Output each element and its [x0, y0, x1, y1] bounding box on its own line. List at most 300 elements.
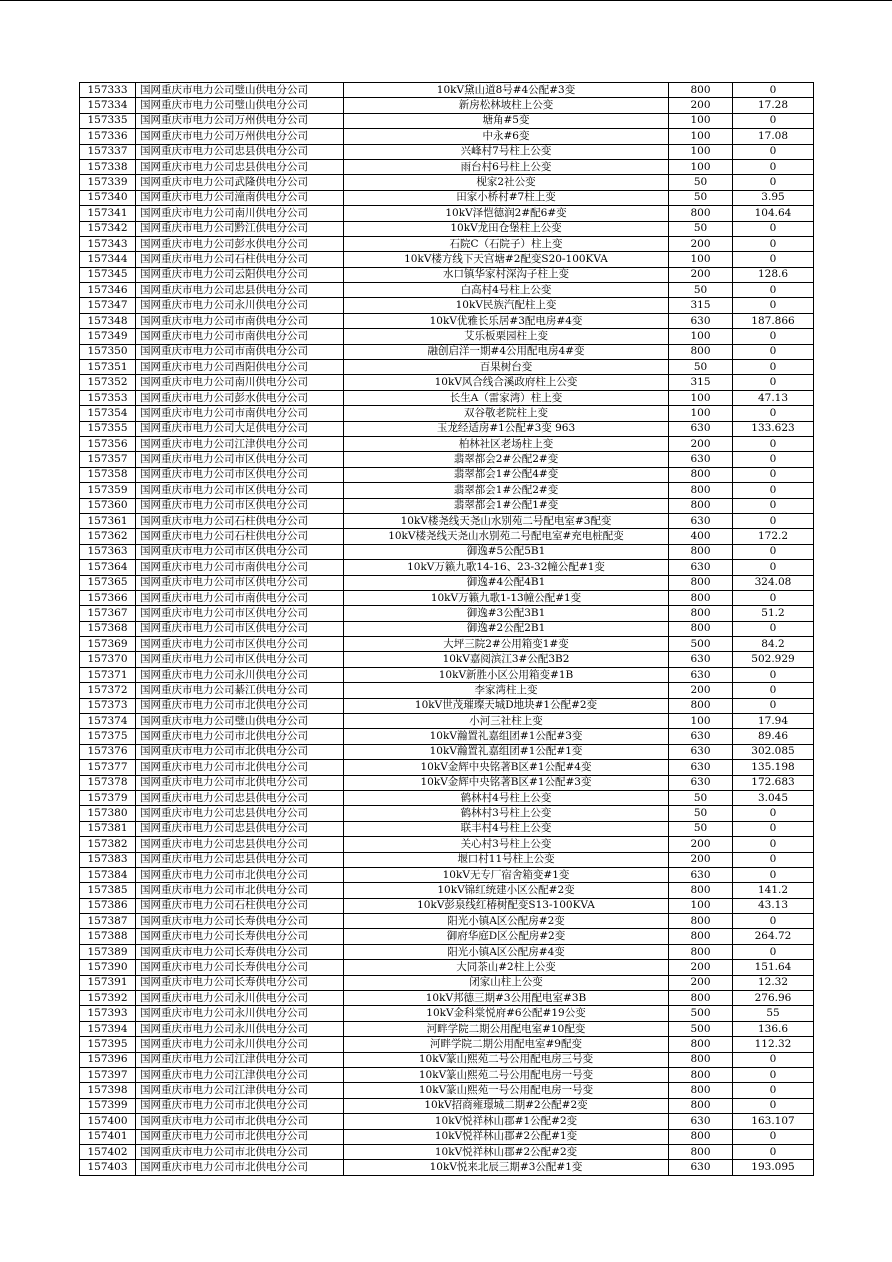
table-row: [80, 113, 814, 128]
company-cell: 国网重庆市电力公司永川供电分公司: [136, 1006, 344, 1021]
capacity-cell: 800: [669, 575, 733, 590]
record-id-cell: 157358: [80, 467, 136, 482]
record-id-cell: 157393: [80, 1006, 136, 1021]
capacity-cell: 200: [669, 267, 733, 282]
transformer-name-cell: 御逸#3公配3B1: [344, 606, 669, 621]
capacity-cell: 800: [669, 1037, 733, 1052]
table-row: [80, 806, 814, 821]
record-id-cell: 157381: [80, 821, 136, 836]
company-cell: 国网重庆市电力公司江津供电分公司: [136, 1068, 344, 1083]
capacity-cell: 800: [669, 606, 733, 621]
capacity-cell: 800: [669, 621, 733, 636]
transformer-name-cell: 柏林社区老场柱上变: [344, 436, 669, 451]
capacity-cell: 200: [669, 436, 733, 451]
record-id-cell: 157391: [80, 975, 136, 990]
table-body: [80, 83, 814, 1176]
table-row: [80, 298, 814, 313]
record-id-cell: 157351: [80, 360, 136, 375]
transformer-name-cell: 10kV泽恺德润2#配6#变: [344, 206, 669, 221]
load-cell: 0: [733, 344, 814, 359]
company-cell: 国网重庆市电力公司市北供电分公司: [136, 1098, 344, 1113]
capacity-cell: 200: [669, 852, 733, 867]
company-cell: 国网重庆市电力公司永川供电分公司: [136, 298, 344, 313]
company-cell: 国网重庆市电力公司市北供电分公司: [136, 698, 344, 713]
table-row: [80, 144, 814, 159]
company-cell: 国网重庆市电力公司璧山供电分公司: [136, 83, 344, 98]
company-cell: 国网重庆市电力公司潼南供电分公司: [136, 190, 344, 205]
transformer-name-cell: 白高村4号柱上公变: [344, 283, 669, 298]
company-cell: 国网重庆市电力公司綦江供电分公司: [136, 683, 344, 698]
capacity-cell: 500: [669, 1006, 733, 1021]
transformer-name-cell: 大坪三院2#公用箱变1#变: [344, 637, 669, 652]
transformer-name-cell: 10kV悦祥林山郡#2公配#2变: [344, 1144, 669, 1159]
record-id-cell: 157345: [80, 267, 136, 282]
capacity-cell: 800: [669, 883, 733, 898]
record-id-cell: 157387: [80, 914, 136, 929]
transformer-name-cell: 御逸#2公配2B1: [344, 621, 669, 636]
record-id-cell: 157338: [80, 159, 136, 174]
transformer-name-cell: 10kV世茂璀璨天城D地块#1公配#2变: [344, 698, 669, 713]
record-id-cell: 157365: [80, 575, 136, 590]
load-cell: 0: [733, 621, 814, 636]
load-cell: 17.08: [733, 129, 814, 144]
table-row: [80, 406, 814, 421]
load-cell: 0: [733, 698, 814, 713]
page-top-rule: [0, 0, 892, 1]
capacity-cell: 200: [669, 683, 733, 698]
table-row: [80, 283, 814, 298]
company-cell: 国网重庆市电力公司忠县供电分公司: [136, 821, 344, 836]
record-id-cell: 157350: [80, 344, 136, 359]
capacity-cell: 100: [669, 390, 733, 405]
table-row: [80, 390, 814, 405]
load-cell: 0: [733, 236, 814, 251]
table-row: [80, 1114, 814, 1129]
load-cell: 151.64: [733, 960, 814, 975]
record-id-cell: 157362: [80, 529, 136, 544]
record-id-cell: 157341: [80, 206, 136, 221]
company-cell: 国网重庆市电力公司江津供电分公司: [136, 436, 344, 451]
table-row: [80, 867, 814, 882]
transformer-name-cell: 10kV楼尧线天尧山水别苑二号配电室#充电桩配变: [344, 529, 669, 544]
company-cell: 国网重庆市电力公司忠县供电分公司: [136, 790, 344, 805]
record-id-cell: 157354: [80, 406, 136, 421]
load-cell: 0: [733, 1129, 814, 1144]
record-id-cell: 157340: [80, 190, 136, 205]
table-row: [80, 129, 814, 144]
table-row: [80, 83, 814, 98]
record-id-cell: 157388: [80, 929, 136, 944]
record-id-cell: 157403: [80, 1160, 136, 1175]
record-id-cell: 157385: [80, 883, 136, 898]
record-id-cell: 157364: [80, 560, 136, 575]
record-id-cell: 157378: [80, 775, 136, 790]
company-cell: 国网重庆市电力公司忠县供电分公司: [136, 852, 344, 867]
company-cell: 国网重庆市电力公司市南供电分公司: [136, 329, 344, 344]
company-cell: 国网重庆市电力公司市北供电分公司: [136, 1129, 344, 1144]
record-id-cell: 157346: [80, 283, 136, 298]
load-cell: 163.107: [733, 1114, 814, 1129]
transformer-name-cell: 双谷敬老院柱上变: [344, 406, 669, 421]
table-row: [80, 683, 814, 698]
table-row: [80, 206, 814, 221]
transformer-name-cell: 10kV篆山熙苑二号公用配电房三号变: [344, 1052, 669, 1067]
table-row: [80, 221, 814, 236]
record-id-cell: 157375: [80, 729, 136, 744]
company-cell: 国网重庆市电力公司市区供电分公司: [136, 483, 344, 498]
capacity-cell: 315: [669, 375, 733, 390]
company-cell: 国网重庆市电力公司璧山供电分公司: [136, 714, 344, 729]
transformer-name-cell: 塘角#5变: [344, 113, 669, 128]
transformer-name-cell: 关心村3号柱上公变: [344, 837, 669, 852]
capacity-cell: 630: [669, 667, 733, 682]
table-row: [80, 852, 814, 867]
capacity-cell: 50: [669, 221, 733, 236]
transformer-name-cell: 鹤林村4号柱上公变: [344, 790, 669, 805]
table-row: [80, 637, 814, 652]
capacity-cell: 100: [669, 898, 733, 913]
table-row: [80, 744, 814, 759]
company-cell: 国网重庆市电力公司市北供电分公司: [136, 867, 344, 882]
capacity-cell: 630: [669, 1160, 733, 1175]
load-cell: 128.6: [733, 267, 814, 282]
load-cell: 0: [733, 283, 814, 298]
load-cell: 84.2: [733, 637, 814, 652]
company-cell: 国网重庆市电力公司市南供电分公司: [136, 313, 344, 328]
company-cell: 国网重庆市电力公司江津供电分公司: [136, 1083, 344, 1098]
table-row: [80, 467, 814, 482]
company-cell: 国网重庆市电力公司武隆供电分公司: [136, 175, 344, 190]
company-cell: 国网重庆市电力公司万州供电分公司: [136, 129, 344, 144]
transformer-name-cell: 10kV楼方线下天宫塘#2配变S20-100KVA: [344, 252, 669, 267]
company-cell: 国网重庆市电力公司石柱供电分公司: [136, 513, 344, 528]
transformer-name-cell: 闭家山柱上公变: [344, 975, 669, 990]
record-id-cell: 157344: [80, 252, 136, 267]
record-id-cell: 157372: [80, 683, 136, 698]
company-cell: 国网重庆市电力公司长寿供电分公司: [136, 975, 344, 990]
load-cell: 133.623: [733, 421, 814, 436]
record-id-cell: 157395: [80, 1037, 136, 1052]
transformer-name-cell: 阳光小镇A区公配房#4变: [344, 944, 669, 959]
record-id-cell: 157377: [80, 760, 136, 775]
transformer-name-cell: 10kV万籁九歌1-13幢公配#1变: [344, 590, 669, 605]
load-cell: 0: [733, 329, 814, 344]
capacity-cell: 800: [669, 498, 733, 513]
record-id-cell: 157366: [80, 590, 136, 605]
transformer-name-cell: 10kV锦红统建小区公配#2变: [344, 883, 669, 898]
table-row: [80, 498, 814, 513]
company-cell: 国网重庆市电力公司万州供电分公司: [136, 113, 344, 128]
capacity-cell: 315: [669, 298, 733, 313]
record-id-cell: 157355: [80, 421, 136, 436]
table-row: [80, 590, 814, 605]
load-cell: 0: [733, 175, 814, 190]
transformer-name-cell: 联丰村4号柱上公变: [344, 821, 669, 836]
table-row: [80, 344, 814, 359]
transformer-name-cell: 10kV黛山道8号#4公配#3变: [344, 83, 669, 98]
load-cell: 0: [733, 113, 814, 128]
record-id-cell: 157371: [80, 667, 136, 682]
table-row: [80, 421, 814, 436]
table-row: [80, 98, 814, 113]
capacity-cell: 630: [669, 560, 733, 575]
company-cell: 国网重庆市电力公司忠县供电分公司: [136, 144, 344, 159]
transformer-name-cell: 10kV龙田仓堡柱上公变: [344, 221, 669, 236]
load-cell: 0: [733, 1144, 814, 1159]
record-id-cell: 157335: [80, 113, 136, 128]
load-cell: 0: [733, 1068, 814, 1083]
record-id-cell: 157370: [80, 652, 136, 667]
transformer-name-cell: 田家小桥村#7柱上变: [344, 190, 669, 205]
load-cell: 0: [733, 298, 814, 313]
company-cell: 国网重庆市电力公司市北供电分公司: [136, 744, 344, 759]
company-cell: 国网重庆市电力公司酉阳供电分公司: [136, 360, 344, 375]
table-row: [80, 975, 814, 990]
capacity-cell: 50: [669, 175, 733, 190]
load-cell: 324.08: [733, 575, 814, 590]
load-cell: 0: [733, 837, 814, 852]
capacity-cell: 800: [669, 467, 733, 482]
record-id-cell: 157337: [80, 144, 136, 159]
record-id-cell: 157363: [80, 544, 136, 559]
record-id-cell: 157397: [80, 1068, 136, 1083]
record-id-cell: 157333: [80, 83, 136, 98]
record-id-cell: 157394: [80, 1021, 136, 1036]
capacity-cell: 100: [669, 406, 733, 421]
record-id-cell: 157383: [80, 852, 136, 867]
record-id-cell: 157402: [80, 1144, 136, 1159]
transformer-name-cell: 堰口村11号柱上公变: [344, 852, 669, 867]
transformer-name-cell: 河畔学院二期公用配电室#10配变: [344, 1021, 669, 1036]
company-cell: 国网重庆市电力公司石柱供电分公司: [136, 898, 344, 913]
capacity-cell: 200: [669, 236, 733, 251]
record-id-cell: 157376: [80, 744, 136, 759]
table-row: [80, 513, 814, 528]
transformer-name-cell: 大同茶山#2柱上公变: [344, 960, 669, 975]
load-cell: 0: [733, 436, 814, 451]
load-cell: 0: [733, 1083, 814, 1098]
load-cell: 172.2: [733, 529, 814, 544]
capacity-cell: 50: [669, 821, 733, 836]
capacity-cell: 800: [669, 698, 733, 713]
capacity-cell: 800: [669, 914, 733, 929]
capacity-cell: 800: [669, 344, 733, 359]
company-cell: 国网重庆市电力公司南川供电分公司: [136, 206, 344, 221]
capacity-cell: 200: [669, 98, 733, 113]
capacity-cell: 800: [669, 991, 733, 1006]
record-id-cell: 157367: [80, 606, 136, 621]
table-row: [80, 729, 814, 744]
capacity-cell: 630: [669, 513, 733, 528]
load-cell: 0: [733, 914, 814, 929]
table-row: [80, 667, 814, 682]
company-cell: 国网重庆市电力公司彭水供电分公司: [136, 390, 344, 405]
company-cell: 国网重庆市电力公司永川供电分公司: [136, 1037, 344, 1052]
load-cell: 0: [733, 867, 814, 882]
transformer-name-cell: 翡翠都会1#公配1#变: [344, 498, 669, 513]
capacity-cell: 100: [669, 159, 733, 174]
transformer-name-cell: 10kV悦来北辰三期#3公配#1变: [344, 1160, 669, 1175]
company-cell: 国网重庆市电力公司市北供电分公司: [136, 1144, 344, 1159]
load-cell: 0: [733, 1098, 814, 1113]
record-id-cell: 157357: [80, 452, 136, 467]
load-cell: 0: [733, 821, 814, 836]
load-cell: 141.2: [733, 883, 814, 898]
transformer-name-cell: 中永#6变: [344, 129, 669, 144]
company-cell: 国网重庆市电力公司市区供电分公司: [136, 606, 344, 621]
capacity-cell: 800: [669, 1129, 733, 1144]
company-cell: 国网重庆市电力公司石柱供电分公司: [136, 529, 344, 544]
load-cell: 12.32: [733, 975, 814, 990]
transformer-name-cell: 10kV金科棠悦府#6公配#19公变: [344, 1006, 669, 1021]
record-id-cell: 157347: [80, 298, 136, 313]
capacity-cell: 50: [669, 806, 733, 821]
load-cell: 89.46: [733, 729, 814, 744]
company-cell: 国网重庆市电力公司永川供电分公司: [136, 667, 344, 682]
company-cell: 国网重庆市电力公司市北供电分公司: [136, 1114, 344, 1129]
capacity-cell: 50: [669, 283, 733, 298]
load-cell: 0: [733, 590, 814, 605]
table-row: [80, 606, 814, 621]
load-cell: 0: [733, 452, 814, 467]
load-cell: 0: [733, 144, 814, 159]
table-row: [80, 190, 814, 205]
transformer-name-cell: 10kV风合线合溪政府柱上公变: [344, 375, 669, 390]
load-cell: 0: [733, 1052, 814, 1067]
table-row: [80, 898, 814, 913]
transformer-name-cell: 10kV邦德三期#3公用配电室#3B: [344, 991, 669, 1006]
transformer-name-cell: 10kV彭泉线红椿树配变S13-100KVA: [344, 898, 669, 913]
transformer-name-cell: 御逸#4公配4B1: [344, 575, 669, 590]
capacity-cell: 800: [669, 1083, 733, 1098]
record-id-cell: 157356: [80, 436, 136, 451]
table-row: [80, 837, 814, 852]
table-row: [80, 914, 814, 929]
table-row: [80, 1160, 814, 1175]
capacity-cell: 500: [669, 1021, 733, 1036]
capacity-cell: 630: [669, 729, 733, 744]
company-cell: 国网重庆市电力公司市北供电分公司: [136, 760, 344, 775]
record-id-cell: 157361: [80, 513, 136, 528]
record-id-cell: 157352: [80, 375, 136, 390]
load-cell: 193.095: [733, 1160, 814, 1175]
load-cell: 112.32: [733, 1037, 814, 1052]
capacity-cell: 200: [669, 837, 733, 852]
load-cell: 104.64: [733, 206, 814, 221]
load-cell: 0: [733, 483, 814, 498]
table-row: [80, 159, 814, 174]
load-cell: 0: [733, 83, 814, 98]
capacity-cell: 630: [669, 867, 733, 882]
capacity-cell: 50: [669, 360, 733, 375]
company-cell: 国网重庆市电力公司永川供电分公司: [136, 1021, 344, 1036]
transformer-name-cell: 10kV新胜小区公用箱变#1B: [344, 667, 669, 682]
table-row: [80, 883, 814, 898]
capacity-cell: 630: [669, 1114, 733, 1129]
table-row: [80, 1144, 814, 1159]
transformer-name-cell: 10kV优雅长乐居#3配电房#4变: [344, 313, 669, 328]
company-cell: 国网重庆市电力公司大足供电分公司: [136, 421, 344, 436]
record-id-cell: 157401: [80, 1129, 136, 1144]
capacity-cell: 630: [669, 775, 733, 790]
load-cell: 0: [733, 406, 814, 421]
company-cell: 国网重庆市电力公司长寿供电分公司: [136, 960, 344, 975]
load-cell: 0: [733, 467, 814, 482]
table-row: [80, 1006, 814, 1021]
table-row: [80, 775, 814, 790]
record-id-cell: 157399: [80, 1098, 136, 1113]
capacity-cell: 200: [669, 960, 733, 975]
table-row: [80, 313, 814, 328]
table-row: [80, 483, 814, 498]
table-row: [80, 529, 814, 544]
table-row: [80, 821, 814, 836]
company-cell: 国网重庆市电力公司市南供电分公司: [136, 560, 344, 575]
table-row: [80, 1083, 814, 1098]
table-row: [80, 790, 814, 805]
load-cell: 0: [733, 667, 814, 682]
record-id-cell: 157380: [80, 806, 136, 821]
record-id-cell: 157343: [80, 236, 136, 251]
table-row: [80, 252, 814, 267]
capacity-cell: 100: [669, 329, 733, 344]
transformer-name-cell: 翡翠都会1#公配2#变: [344, 483, 669, 498]
load-cell: 3.95: [733, 190, 814, 205]
load-cell: 0: [733, 221, 814, 236]
load-cell: 17.28: [733, 98, 814, 113]
company-cell: 国网重庆市电力公司市北供电分公司: [136, 729, 344, 744]
transformer-name-cell: 百果树台变: [344, 360, 669, 375]
company-cell: 国网重庆市电力公司市区供电分公司: [136, 652, 344, 667]
transformer-name-cell: 10kV篆山熙苑一号公用配电房一号变: [344, 1083, 669, 1098]
record-id-cell: 157386: [80, 898, 136, 913]
load-cell: 0: [733, 560, 814, 575]
company-cell: 国网重庆市电力公司忠县供电分公司: [136, 159, 344, 174]
transformer-name-cell: 玉龙经适房#1公配#3变 963: [344, 421, 669, 436]
table-row: [80, 375, 814, 390]
capacity-cell: 800: [669, 544, 733, 559]
company-cell: 国网重庆市电力公司市区供电分公司: [136, 467, 344, 482]
transformer-name-cell: 10kV招商雍璟城二期#2公配#2变: [344, 1098, 669, 1113]
table-row: [80, 267, 814, 282]
capacity-cell: 100: [669, 113, 733, 128]
capacity-cell: 200: [669, 975, 733, 990]
load-cell: 3.045: [733, 790, 814, 805]
table-row: [80, 1129, 814, 1144]
capacity-cell: 400: [669, 529, 733, 544]
record-id-cell: 157382: [80, 837, 136, 852]
company-cell: 国网重庆市电力公司市北供电分公司: [136, 1160, 344, 1175]
load-cell: 136.6: [733, 1021, 814, 1036]
company-cell: 国网重庆市电力公司忠县供电分公司: [136, 283, 344, 298]
transformer-name-cell: 李家湾柱上变: [344, 683, 669, 698]
capacity-cell: 800: [669, 929, 733, 944]
load-cell: 0: [733, 852, 814, 867]
record-id-cell: 157336: [80, 129, 136, 144]
table-row: [80, 575, 814, 590]
transformer-name-cell: 融创启洋一期#4公用配电房4#变: [344, 344, 669, 359]
load-cell: 0: [733, 498, 814, 513]
transformer-name-cell: 10kV民族汽配柱上变: [344, 298, 669, 313]
company-cell: 国网重庆市电力公司市区供电分公司: [136, 452, 344, 467]
table-row: [80, 621, 814, 636]
record-id-cell: 157369: [80, 637, 136, 652]
transformer-name-cell: 雨台村6号柱上公变: [344, 159, 669, 174]
table-row: [80, 960, 814, 975]
capacity-cell: 630: [669, 760, 733, 775]
record-id-cell: 157390: [80, 960, 136, 975]
load-cell: 135.198: [733, 760, 814, 775]
